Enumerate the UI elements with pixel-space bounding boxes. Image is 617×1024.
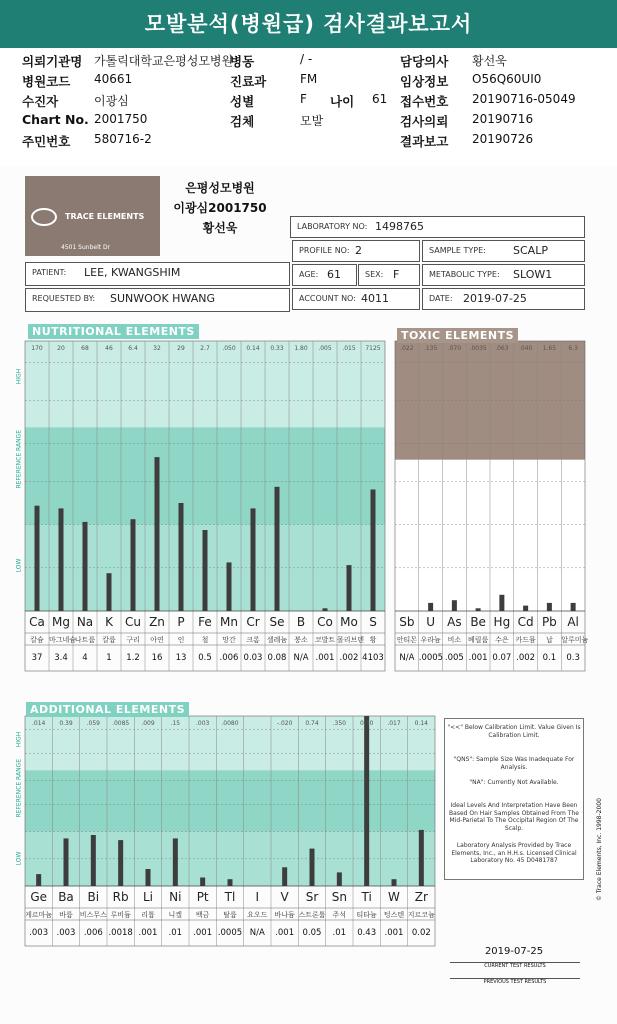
element-mn: Mn	[220, 615, 238, 629]
info-label: 접수번호	[400, 94, 449, 109]
side-label-ref: REFERENCE RANGE	[15, 430, 23, 489]
korean-p: 인	[177, 636, 185, 644]
bar-ge	[36, 874, 41, 886]
korean-be: 베릴륨	[467, 636, 489, 644]
info-label: 성별	[230, 94, 255, 109]
korean-pb: 납	[545, 636, 553, 644]
info-value: O56Q60UI0	[472, 72, 542, 86]
value-ni: .01	[168, 928, 183, 938]
element-b: B	[296, 615, 306, 629]
value-pb: 0.1	[542, 653, 557, 663]
korean-co: 코발트	[314, 636, 336, 644]
element-sr: Sr	[305, 890, 319, 904]
bar-tl	[228, 879, 233, 886]
top-tick-se: 0.33	[270, 345, 284, 352]
top-tick-cd: .040	[518, 345, 533, 352]
element-sn: Sn	[331, 890, 347, 904]
bar-se	[275, 487, 280, 611]
bar-hg	[499, 595, 504, 611]
info-value: 20190726	[472, 132, 534, 146]
element-s: S	[369, 615, 377, 629]
top-tick-sr: 0.74	[305, 720, 319, 727]
top-tick-u: .135	[423, 345, 438, 352]
top-tick-bi: .059	[86, 720, 100, 727]
info-value: FM	[300, 72, 318, 86]
info-value: 모발	[300, 114, 324, 128]
element-ba: Ba	[58, 890, 74, 904]
side-label-low: LOW	[15, 559, 23, 573]
top-tick-pt: .003	[195, 720, 210, 727]
value-mn: .006	[219, 653, 239, 663]
value-k: 1	[106, 653, 112, 663]
korean-mo: 몰리브덴	[337, 636, 365, 644]
bar-fe	[203, 530, 208, 611]
chart-ref-band	[25, 427, 385, 524]
top-tick-zn: 32	[153, 345, 161, 352]
top-tick-w: .017	[387, 720, 401, 727]
top-tick-v: -.020	[276, 720, 293, 727]
korean-mg: 마그네슘	[49, 636, 77, 644]
bar-ba	[64, 838, 69, 886]
korean-fe: 철	[201, 636, 209, 644]
top-tick-tl: .0080	[221, 720, 239, 727]
korean-sn: 주석	[332, 911, 347, 919]
korean-se: 셀레늄	[266, 636, 288, 644]
bar-as	[452, 600, 457, 611]
korean-ba: 바륨	[59, 911, 73, 919]
info-value: 580716-2	[94, 132, 152, 146]
bar-bi	[91, 835, 96, 886]
nutritional-title: NUTRITIONAL ELEMENTS	[28, 324, 199, 339]
element-ca: Ca	[29, 615, 45, 629]
bar-mg	[59, 508, 64, 611]
top-tick-ca: 170	[31, 345, 43, 352]
bar-k	[107, 573, 112, 611]
korean-cr: 크롬	[246, 636, 260, 644]
value-b: N/A	[293, 653, 309, 663]
note-lab-provided: Laboratory Analysis Provided by Trace Elements, Inc., an H.H.s. Licensed Clinical Laboratory No. 45 D0481787	[451, 842, 577, 864]
note-below-limit: "<<" Below Calibration Limit. Value Given Is Calibration Limit.	[447, 724, 581, 739]
bar-zr	[419, 830, 424, 886]
value-ti: 0.43	[357, 928, 377, 938]
element-se: Se	[269, 615, 285, 629]
bar-w	[392, 879, 397, 886]
value-u: .0005	[418, 653, 444, 663]
value-mg: 3.4	[54, 653, 68, 663]
element-be: Be	[470, 615, 486, 629]
top-tick-sb: .022	[400, 345, 414, 352]
info-label: 나이	[330, 94, 355, 109]
info-label: 의뢰기관명	[22, 54, 83, 69]
value-hg: 0.07	[492, 653, 512, 663]
info-label: 주민번호	[22, 134, 71, 149]
korean-pt: 백금	[195, 911, 210, 919]
top-tick-s: 7125	[365, 345, 381, 352]
bar-p	[179, 503, 184, 611]
metabolic-box: METABOLIC TYPE: SLOW1	[422, 264, 585, 286]
korean-k: 칼륨	[102, 636, 116, 644]
sample-type-box: SAMPLE TYPE: SCALP	[422, 240, 585, 262]
bar-pb	[547, 603, 552, 611]
info-value: 20190716-05049	[472, 92, 576, 106]
korean-ge: 게르마늄	[25, 911, 53, 919]
element-na: Na	[76, 615, 94, 629]
info-label: 진료과	[230, 74, 267, 89]
korean-mn: 망간	[222, 636, 236, 644]
element-cr: Cr	[246, 615, 260, 629]
top-tick-ti: 0.30	[359, 720, 374, 727]
footer-current: CURRENT TEST RESULTS	[450, 962, 580, 969]
bar-li	[146, 869, 151, 886]
bar-s	[371, 490, 376, 612]
top-tick-mn: .050	[222, 345, 236, 352]
patient-box: PATIENT: LEE, KWANGSHIM	[25, 262, 290, 286]
bar-mn	[227, 562, 232, 611]
note-qns: "QNS": Sample Size Was Inadequate For Analysis.	[453, 756, 575, 771]
value-na: 4	[82, 653, 88, 663]
top-tick-p: 29	[177, 345, 185, 352]
bar-mo	[347, 565, 352, 611]
top-tick-na: 68	[81, 345, 89, 352]
chart-ref-band	[25, 770, 435, 831]
info-label: 병원코드	[22, 74, 71, 89]
value-rb: .0018	[108, 928, 133, 938]
element-zn: Zn	[149, 615, 165, 629]
korean-cu: 구리	[126, 636, 140, 644]
element-p: P	[177, 615, 185, 629]
element-w: W	[388, 890, 400, 904]
top-tick-zr: 0.14	[414, 720, 428, 727]
value-zn: 16	[151, 653, 163, 663]
value-fe: 0.5	[198, 653, 212, 663]
top-tick-be: .0035	[469, 345, 487, 352]
top-tick-pb: 1.65	[542, 345, 557, 352]
bar-al	[571, 603, 576, 611]
value-sr: 0.05	[302, 928, 322, 938]
korean-i: 요오드	[247, 911, 268, 919]
top-tick-cr: 0.14	[246, 345, 260, 352]
element-pb: Pb	[541, 615, 557, 629]
top-tick-ba: 0.39	[59, 720, 73, 727]
info-value: / -	[300, 52, 313, 66]
element-tl: Tl	[224, 890, 236, 904]
korean-as: 비소	[447, 636, 462, 644]
element-as: As	[447, 615, 462, 629]
top-tick-cu: 6.4	[128, 345, 138, 352]
value-ba: .003	[56, 928, 76, 938]
value-as: .005	[444, 653, 464, 663]
korean-zr: 지르코늄	[407, 911, 435, 919]
korean-cd: 카드뮴	[515, 636, 536, 644]
copyright: © Trace Elements, Inc. 1998-2000	[596, 798, 603, 901]
value-bi: .006	[83, 928, 103, 938]
korean-hg: 수은	[495, 636, 509, 644]
toxic-title: TOXIC ELEMENTS	[397, 328, 518, 343]
value-tl: .0005	[217, 928, 243, 938]
value-w: .001	[384, 928, 404, 938]
value-i: N/A	[249, 928, 265, 938]
value-cu: 1.2	[126, 653, 140, 663]
element-al: Al	[567, 615, 579, 629]
value-cd: .002	[516, 653, 536, 663]
top-tick-co: .005	[318, 345, 332, 352]
value-al: 0.3	[566, 653, 580, 663]
top-tick-fe: 2.7	[200, 345, 210, 352]
top-tick-al: 6.3	[568, 345, 578, 352]
value-sb: N/A	[399, 653, 415, 663]
info-value: 이광심	[94, 94, 129, 108]
korean-tl: 탈륨	[223, 911, 237, 919]
korean-li: 리튬	[141, 911, 155, 919]
korean-na: 나트륨	[74, 636, 96, 644]
element-v: V	[280, 890, 289, 904]
bar-cd	[523, 606, 528, 611]
date-box: DATE: 2019-07-25	[422, 288, 585, 310]
korean-al: 알루미늄	[561, 636, 589, 644]
account-box: ACCOUNT NO: 4011	[292, 288, 420, 310]
note-na: "NA": Currently Not Available.	[469, 779, 559, 786]
korean-sb: 안티몬	[396, 636, 418, 644]
top-tick-mo: .015	[342, 345, 356, 352]
korean-w: 텅스텐	[383, 911, 405, 919]
value-cr: 0.03	[243, 653, 263, 663]
info-value: 가톨릭대학교은평성모병원	[94, 54, 234, 68]
element-ni: Ni	[169, 890, 182, 904]
patient-info	[0, 52, 617, 152]
value-zr: 0.02	[411, 928, 431, 938]
element-mo: Mo	[340, 615, 358, 629]
side-label-low: LOW	[15, 852, 23, 866]
top-tick-mg: 20	[57, 345, 65, 352]
note-ideal-levels: Ideal Levels And Interpretation Have Been Based On Hair Samples Obtained From The Mid-Parietal To The Occipital Region Of The Scalp.	[449, 802, 579, 832]
side-label-ref: REFERENCE RANGE	[15, 759, 23, 818]
info-label: 검체	[230, 114, 255, 129]
top-tick-b: 1.80	[294, 345, 308, 352]
element-co: Co	[317, 615, 333, 629]
info-value: 61	[372, 92, 388, 106]
element-ge: Ge	[30, 890, 47, 904]
top-tick-ge: .014	[31, 720, 46, 727]
bar-sr	[310, 849, 315, 886]
bar-v	[282, 867, 287, 886]
info-label: 임상정보	[400, 74, 449, 89]
bar-rb	[118, 840, 123, 886]
top-tick-rb: .0085	[112, 720, 130, 727]
value-co: .001	[315, 653, 335, 663]
element-pt: Pt	[196, 890, 209, 904]
top-tick-k: 46	[105, 345, 113, 352]
korean-ni: 니켈	[168, 911, 183, 919]
element-rb: Rb	[112, 890, 129, 904]
globe-icon	[31, 208, 57, 226]
element-fe: Fe	[198, 615, 212, 629]
element-mg: Mg	[52, 615, 70, 629]
age-box: AGE: 61	[292, 264, 357, 286]
value-sn: .01	[332, 928, 347, 938]
bar-co	[323, 608, 328, 611]
top-tick-as: .070	[447, 345, 462, 352]
element-hg: Hg	[493, 615, 511, 629]
bar-u	[428, 603, 433, 611]
info-value: 20190716	[472, 112, 534, 126]
info-value: 40661	[94, 72, 133, 86]
korean-zn: 아연	[150, 636, 164, 644]
element-cd: Cd	[517, 615, 534, 629]
hospital-stamp: 은평성모병원 이광심2001750 황선욱	[173, 181, 267, 235]
additional-title: ADDITIONAL ELEMENTS	[26, 702, 189, 717]
element-cu: Cu	[125, 615, 141, 629]
bar-cr	[251, 508, 256, 611]
element-i: I	[255, 890, 260, 904]
value-pt: .001	[193, 928, 213, 938]
value-ca: 37	[31, 653, 43, 663]
bar-be	[476, 608, 481, 611]
top-tick-li: .009	[141, 720, 155, 727]
info-label: 검사의뢰	[400, 114, 449, 129]
element-sb: Sb	[399, 615, 415, 629]
info-label: 결과보고	[400, 134, 449, 149]
lab-no-box: LABORATORY NO: 1498765	[290, 216, 585, 238]
korean-ti: 티타늄	[356, 911, 377, 919]
bar-ca	[35, 506, 40, 611]
info-value: 황선욱	[472, 54, 507, 68]
value-se: 0.08	[267, 653, 287, 663]
korean-rb: 루비듐	[110, 911, 131, 919]
element-bi: Bi	[87, 890, 100, 904]
bar-zn	[155, 457, 160, 611]
bar-pt	[200, 878, 205, 887]
bar-sn	[337, 872, 342, 886]
top-tick-ni: .15	[170, 720, 181, 727]
value-p: 13	[175, 653, 187, 663]
bar-cu	[131, 519, 136, 611]
bar-ti	[364, 716, 369, 886]
value-v: .001	[275, 928, 295, 938]
value-ge: .003	[29, 928, 49, 938]
korean-sr: 스트론튬	[298, 911, 326, 919]
element-k: K	[105, 615, 113, 629]
korean-ca: 칼슘	[30, 636, 44, 644]
side-label-high: HIGH	[15, 732, 23, 748]
top-tick-sn: .350	[332, 720, 346, 727]
footer-previous: PREVIOUS TEST RESULTS	[450, 978, 580, 985]
bar-na	[83, 522, 88, 611]
info-value: 2001750	[94, 112, 148, 126]
profile-box: PROFILE NO: 2	[292, 240, 420, 262]
info-label: 수진자	[22, 94, 59, 109]
info-label: 담당의사	[400, 54, 449, 69]
info-value: F	[300, 92, 307, 106]
element-u: U	[426, 615, 436, 629]
trace-elements-logo: TRACE ELEMENTS 4501 Sunbelt Dr	[25, 176, 160, 256]
side-label-high: HIGH	[15, 369, 23, 385]
element-li: Li	[142, 890, 153, 904]
korean-v: 바나듐	[274, 911, 295, 919]
element-zr: Zr	[414, 890, 428, 904]
bar-ni	[173, 838, 178, 886]
value-li: .001	[138, 928, 158, 938]
korean-b: 붕소	[294, 636, 308, 644]
info-label: 병동	[230, 54, 255, 69]
value-mo: .002	[339, 653, 359, 663]
korean-s: 황	[369, 636, 377, 644]
sex-box: SEX: F	[358, 264, 420, 286]
report-title: 모발분석(병원급) 검사결과보고서	[0, 0, 617, 48]
element-ti: Ti	[361, 890, 372, 904]
korean-u: 우라늄	[420, 636, 441, 644]
info-label: Chart No.	[22, 112, 89, 127]
top-tick-hg: .063	[495, 345, 509, 352]
scanned-report	[0, 166, 617, 1024]
footer-date: 2019-07-25	[484, 946, 544, 957]
value-be: .001	[468, 653, 488, 663]
requested-box: REQUESTED BY: SUNWOOK HWANG	[25, 288, 290, 312]
value-s: 4103	[362, 653, 384, 663]
korean-bi: 비스무스	[79, 911, 107, 919]
